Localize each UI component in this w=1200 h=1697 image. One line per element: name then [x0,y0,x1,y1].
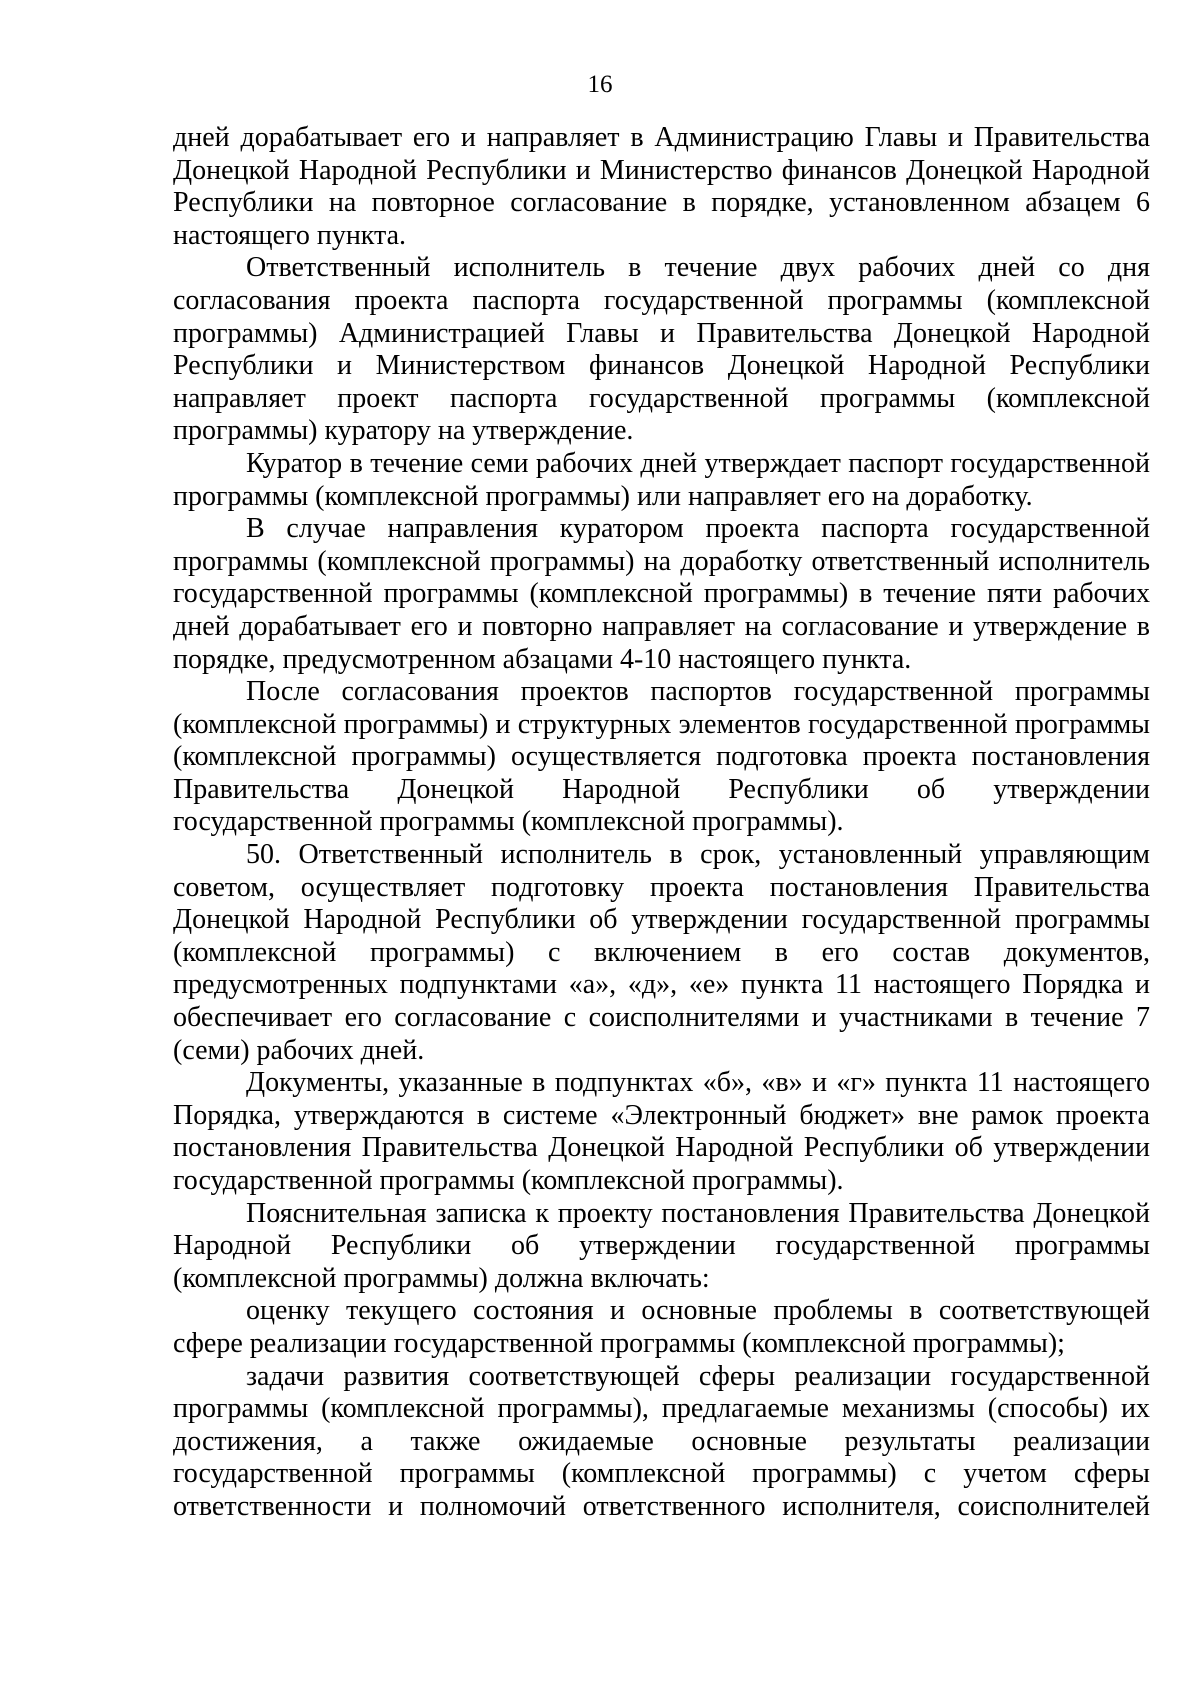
document-body [173,122,1150,1524]
paragraph: Ответственный исполнитель в течение двух рабочих дней со дня согласования проекта паспорта государственной программы (комплексной программы) Администрацией Главы и Правительства Донецкой Народной Республики и Министерством финансов Донецкой Народной Республики направляет проект паспорта государственной программы (комплексной программы) куратору на утверждение. [173,252,1150,447]
paragraph: Куратор в течение семи рабочих дней утверждает паспорт государственной программы (комплексной программы) или направляет его на доработку. [173,447,1150,512]
page-number: 16 [587,71,613,98]
paragraph: задачи развития соответствующей сферы реализации государственной программы (комплексной программы), предлагаемые механизмы (способы) их достижения, а также ожидаемые основные результаты реализации государственной программы (комплексной программы) с учетом сферы ответственности и полномочий ответственного исполнителя, соисполнителей [173,1360,1150,1522]
paragraph: Пояснительная записка к проекту постановления Правительства Донецкой Народной Республики об утверждении государственной программы (комплексной программы) должна включать: [173,1197,1150,1294]
paragraph: В случае направления куратором проекта паспорта государственной программы (комплексной программы) на доработку ответственный исполнитель государственной программы (комплексной программы) в течение пяти рабочих дней дорабатывает его и повторно направляет на согласование и утверждение в порядке, предусмотренном абзацами 4-10 настоящего пункта. [173,513,1150,675]
paragraph: оценку текущего состояния и основные проблемы в соответствующей сфере реализации государственной программы (комплексной программы); [173,1295,1150,1359]
paragraph: После согласования проектов паспортов государственной программы (комплексной программы) и структурных элементов государственной программы (комплексной программы) осуществляется подготовка проекта постановления Правительства Донецкой Народной Республики об утверждении государственной программы (комплексной программы). [173,676,1150,838]
paragraph-continuation: дней дорабатывает его и направляет в Администрацию Главы и Правительства Донецкой Народной Республики и Министерство финансов Донецкой Народной Республики на повторное согласование в порядке, установленном абзацем 6 настоящего пункта. [173,122,1150,251]
paragraph: Документы, указанные в подпунктах «б», «в» и «г» пункта 11 настоящего Порядка, утверждаются в системе «Электронный бюджет» вне рамок проекта постановления Правительства Донецкой Народной Республики об утверждении государственной программы (комплексной программы). [173,1067,1150,1196]
paragraph-clause-50: 50. Ответственный исполнитель в срок, установленный управляющим советом, осуществляет подготовку проекта постановления Правительства Донецкой Народной Республики об утверждении государственной программы (комплексной программы) с включением в его состав документов, предусмотренных подпунктами «а», «д», «е» пункта 11 настоящего Порядка и обеспечивает его согласование с соисполнителями и участниками в течение 7 (семи) рабочих дней. [173,839,1150,1066]
